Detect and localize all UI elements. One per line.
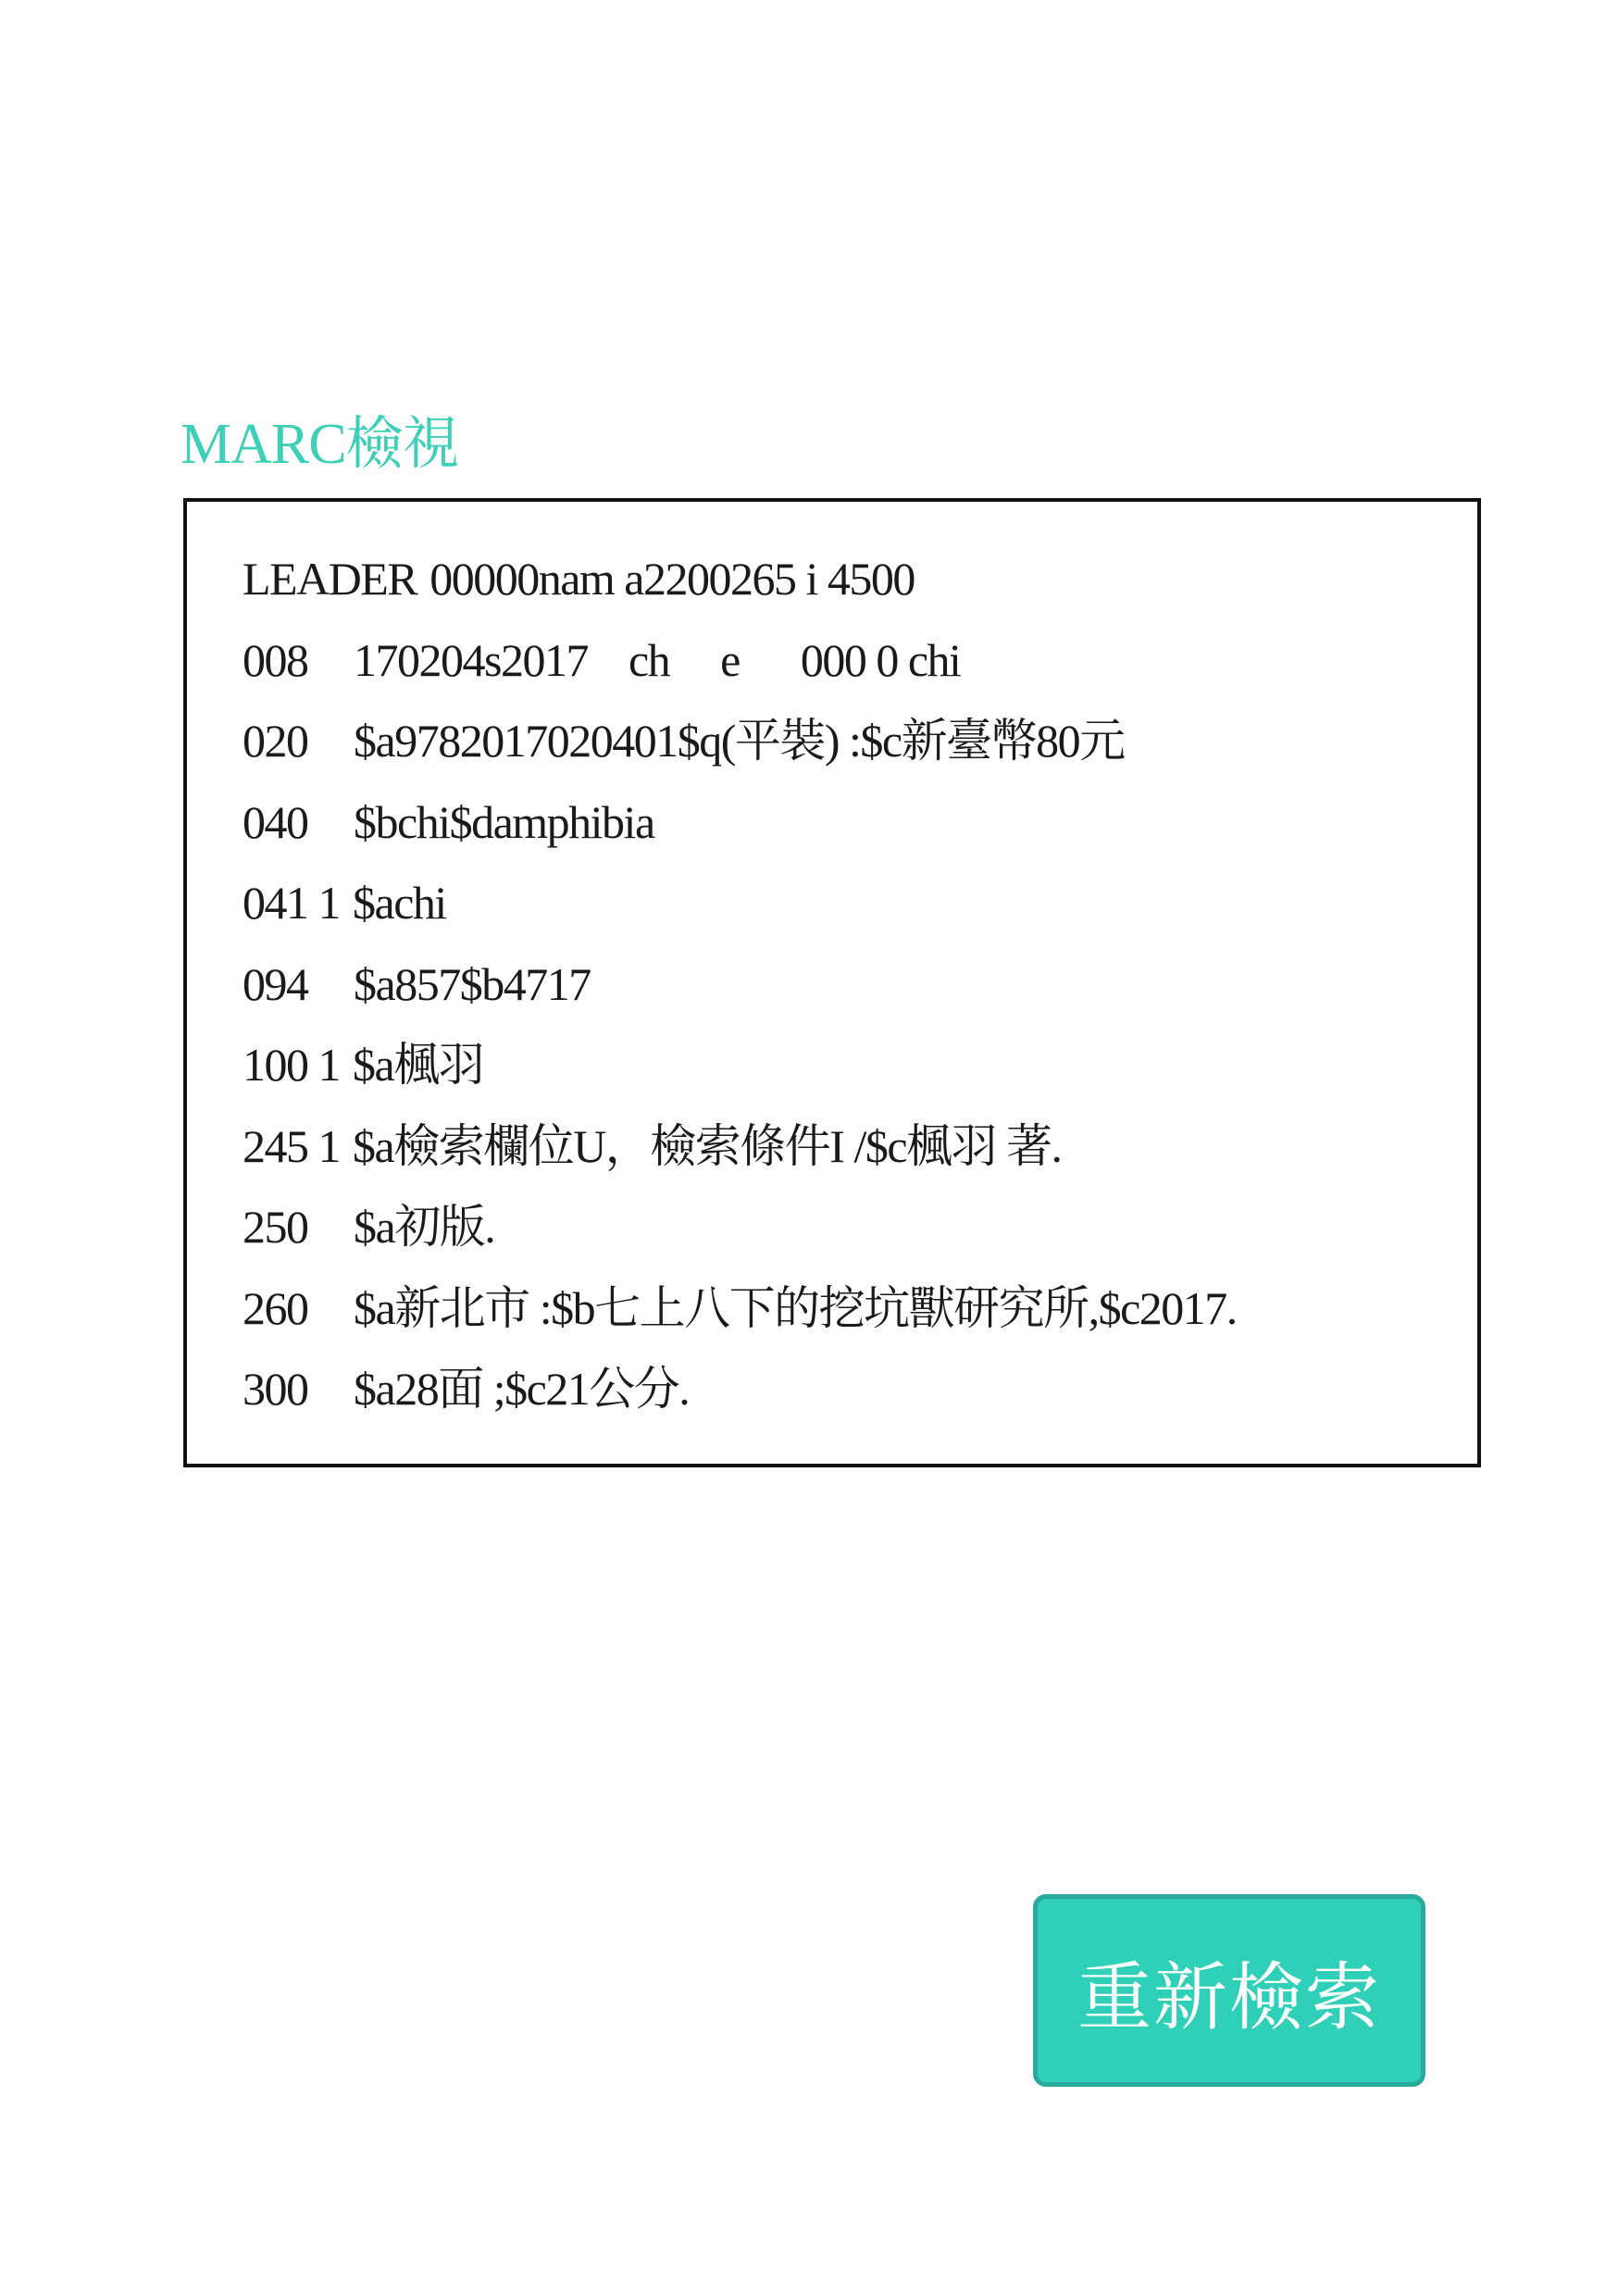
- marc-field-content: $a28面 ;$c21公分.: [354, 1363, 690, 1415]
- marc-field-row: [243, 620, 1440, 702]
- research-button[interactable]: 重新檢索: [1033, 1894, 1425, 2087]
- marc-field-row: [243, 944, 1440, 1026]
- marc-field-row: [243, 701, 1440, 782]
- marc-field-row: [243, 1106, 1440, 1188]
- marc-field-content: $a新北市 :$b七上八下的挖坑獸研究所,$c2017.: [354, 1281, 1237, 1334]
- marc-leader-row: [243, 539, 1440, 620]
- marc-field-tag: 020: [243, 715, 308, 767]
- marc-field-list: [243, 539, 1440, 1430]
- marc-field-tag: 250: [243, 1201, 308, 1253]
- marc-field-content: $a初版.: [354, 1201, 495, 1253]
- marc-field-content: $a楓羽: [353, 1039, 484, 1091]
- page-title: MARC檢視: [180, 413, 459, 476]
- marc-record-panel: [183, 498, 1481, 1467]
- marc-field-row: [243, 1268, 1440, 1350]
- marc-field-tag: 245 1: [243, 1119, 340, 1172]
- marc-field-row: [243, 1187, 1440, 1268]
- marc-leader-tag: LEADER: [243, 553, 417, 605]
- marc-field-tag: 041 1: [243, 877, 340, 929]
- marc-field-tag: 300: [243, 1363, 308, 1415]
- marc-field-row: [243, 1349, 1440, 1430]
- marc-field-content: $a9782017020401$q(平裝) :$c新臺幣80元: [354, 715, 1125, 767]
- marc-field-content: $achi: [353, 877, 446, 929]
- marc-leader-value: 00000nam a2200265 i 4500: [429, 553, 915, 605]
- marc-field-content: $a檢索欄位U，檢索條件I /$c楓羽 著.: [353, 1119, 1062, 1172]
- marc-field-content: 170204s2017 ch e 000 0 chi: [354, 633, 961, 686]
- marc-field-tag: 100 1: [243, 1039, 340, 1091]
- marc-field-row: [243, 1025, 1440, 1106]
- marc-field-row: [243, 782, 1440, 864]
- marc-field-tag: 260: [243, 1281, 308, 1334]
- marc-field-content: $bchi$damphibia: [354, 795, 654, 848]
- marc-field-tag: 094: [243, 957, 308, 1010]
- marc-field-tag: 040: [243, 795, 308, 848]
- marc-field-content: $a857$b4717: [354, 957, 591, 1010]
- marc-field-tag: 008: [243, 633, 308, 686]
- marc-field-row: [243, 863, 1440, 944]
